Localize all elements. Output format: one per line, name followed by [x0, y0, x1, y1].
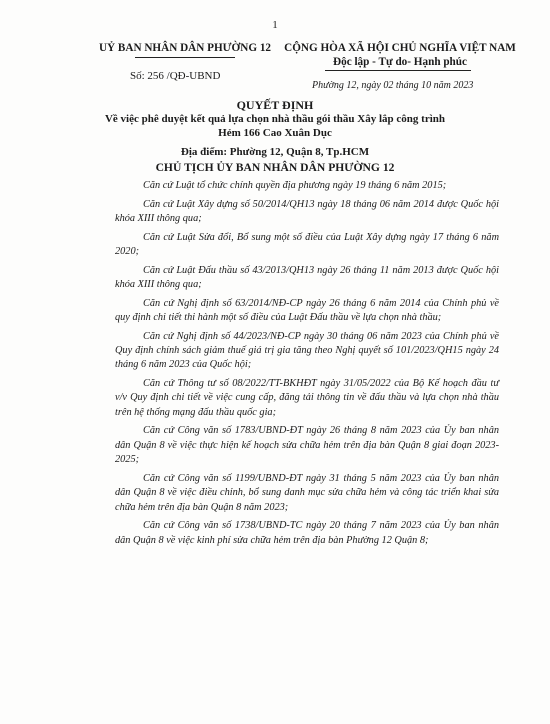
legal-basis-paragraph: Căn cứ Công văn số 1738/UBND-TC ngày 20 tháng 7 năm 2023 của Ủy ban nhân dân Quận 8 về việc kinh phí sửa chữa hẻm trên địa bàn Phường 12 Quận 8; [115, 520, 499, 546]
legal-basis-paragraph: Căn cứ Thông tư số 08/2022/TT-BKHĐT ngày 31/05/2022 của Bộ Kế hoạch đầu tư v/v Quy định chi tiết về việc cung cấp, đăng tải thông tin về đấu thầu và lựa chọn nhà thầu trên hệ thống mạng đấu thầu quốc gia; [115, 378, 499, 418]
legal-basis-list [115, 179, 499, 552]
subject-line-2: Hẻm 166 Cao Xuân Dục [218, 126, 332, 139]
national-motto: Độc lập - Tự do- Hạnh phúc [333, 56, 467, 68]
legal-basis-paragraph: Căn cứ Luật tổ chức chính quyền địa phương ngày 19 tháng 6 năm 2015; [143, 180, 447, 191]
document-title: QUYẾT ĐỊNH [236, 98, 314, 112]
legal-basis-paragraph: Căn cứ Luật Đấu thầu số 43/2013/QH13 ngày 26 tháng 11 năm 2013 được Quốc hội khóa XIII thông qua; [115, 264, 499, 290]
national-title: CỘNG HÒA XÃ HỘI CHỦ NGHĨA VIỆT NAM [284, 42, 516, 54]
decision-authority: CHỦ TỊCH ỦY BAN NHÂN DÂN PHƯỜNG 12 [155, 161, 395, 174]
header-right-underline [325, 70, 471, 71]
legal-basis-paragraph: Căn cứ Luật Xây dựng số 50/2014/QH13 ngày 18 tháng 06 năm 2014 được Quốc hội khóa XIII thông qua; [115, 198, 499, 224]
legal-basis-paragraph: Căn cứ Công văn số 1199/UBND-ĐT ngày 31 tháng 5 năm 2023 của Ủy ban nhân dân Quận 8 về việc điều chỉnh, bổ sung danh mục sửa chữa hẻm và công tác triển khai sửa chữa hẻm trên địa bàn Quận 8 năm 2023; [115, 472, 499, 513]
header-left-underline [135, 57, 235, 58]
document-number: Số: 256 /QĐ-UBND [130, 70, 221, 82]
issuing-authority: UỶ BAN NHÂN DÂN PHƯỜNG 12 [98, 42, 272, 54]
legal-basis-paragraph: Căn cứ Công văn số 1783/UBND-ĐT ngày 26 tháng 8 năm 2023 của Ủy ban nhân dân Quận 8 về việc thực hiện kế hoạch sửa chữa hẻm trên địa bàn Quận 8 giai đoạn 2023-2025; [115, 425, 499, 466]
subject-line-1: Về việc phê duyệt kết quả lựa chọn nhà thầu gói thầu Xây lắp công trình [104, 113, 445, 125]
national-title-block [270, 41, 530, 69]
issue-date: Phường 12, ngày 02 tháng 10 năm 2023 [312, 80, 474, 91]
page-number: 1 [272, 19, 278, 31]
legal-basis-paragraph: Căn cứ Nghị định số 44/2023/NĐ-CP ngày 30 tháng 06 năm 2023 của Chính phủ về Quy định chính sách giảm thuế giá trị gia tăng theo Nghị quyết số 101/2023/QH15 ngày 24 tháng 6 năm 2023 của Quốc hội; [115, 330, 499, 371]
issuing-authority-block [90, 41, 280, 55]
legal-basis-paragraph: Căn cứ Luật Sửa đổi, Bổ sung một số điều của Luật Xây dựng ngày 17 tháng 6 năm 2020; [115, 231, 499, 257]
project-location: Địa điểm: Phường 12, Quận 8, Tp.HCM [180, 146, 370, 158]
legal-basis-paragraph: Căn cứ Nghị định số 63/2014/NĐ-CP ngày 26 tháng 6 năm 2014 của Chính phủ về quy định chi tiết thi hành một số điều của Luật Đấu thầu về lựa chọn nhà thầu; [115, 297, 499, 323]
document-subject [40, 113, 510, 140]
